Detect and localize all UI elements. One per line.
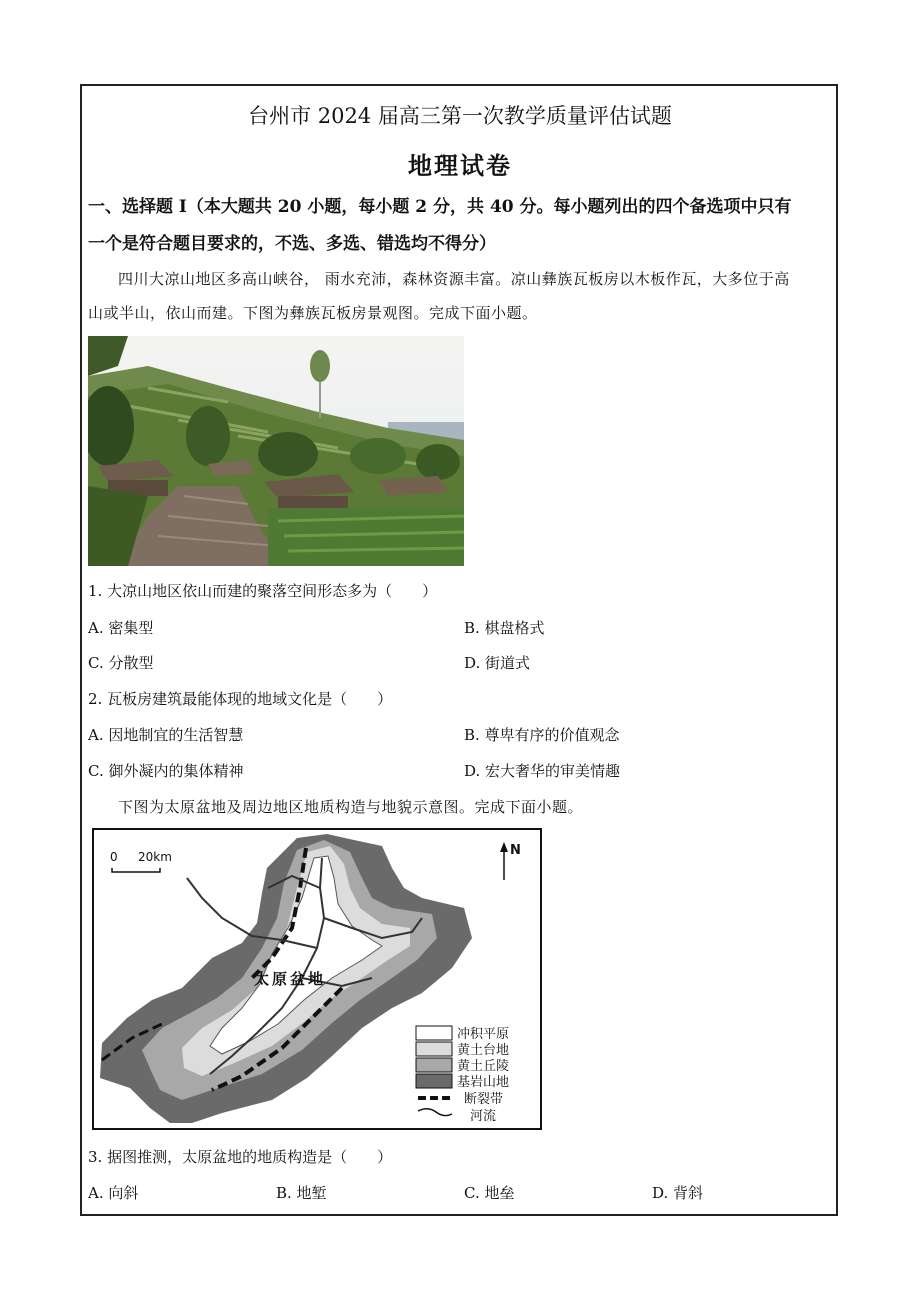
yi-house-landscape-photo xyxy=(88,336,464,566)
exam-subject: 地理试卷 xyxy=(408,151,512,180)
question-3-option-a[interactable]: A. 向斜 xyxy=(88,1184,139,1202)
section-heading-line1: 一、选择题 I（本大题共 20 小题，每小题 2 分，共 40 分。每小题列出的四个备选项中只有 xyxy=(88,197,792,217)
scale-zero: 0 xyxy=(110,850,118,864)
exam-title: 台州市 2024 届高三第一次教学质量评估试题 xyxy=(248,104,672,128)
question-3-option-b[interactable]: B. 地堑 xyxy=(276,1184,327,1202)
question-2-option-d[interactable]: D. 宏大奢华的审美情趣 xyxy=(464,762,621,780)
question-1-option-a[interactable]: A. 密集型 xyxy=(88,619,154,637)
question-3-stem: 3. 据图推测，太原盆地的地质构造是（ ） xyxy=(88,1148,393,1166)
question-2-option-a[interactable]: A. 因地制宜的生活智慧 xyxy=(88,726,244,744)
question-3-option-d[interactable]: D. 背斜 xyxy=(652,1184,704,1202)
taiyuan-basin-map xyxy=(92,828,542,1130)
question-1-option-c[interactable]: C. 分散型 xyxy=(88,654,154,672)
question-2-option-c[interactable]: C. 御外凝内的集体精神 xyxy=(88,762,244,780)
legend-swatch-terrace xyxy=(416,1042,452,1056)
legend-swatch-bedrock xyxy=(416,1074,452,1088)
passage1-line2: 山或半山，依山而建。下图为彝族瓦板房景观图。完成下面小题。 xyxy=(88,304,538,322)
basin-label: 太原盆地 xyxy=(254,970,327,988)
legend-label-bedrock: 基岩山地 xyxy=(457,1075,510,1090)
north-label: N xyxy=(510,843,521,858)
passage1-line1: 四川大凉山地区多高山峡谷， 雨水充沛，森林资源丰富。凉山彝族瓦板房以木板作瓦，大多位于高 xyxy=(118,270,790,288)
section-heading-line2: 一个是符合题目要求的，不选、多选、错选均不得分） xyxy=(88,234,496,254)
legend-label-fault: 断裂带 xyxy=(464,1092,504,1107)
question-1-option-d[interactable]: D. 街道式 xyxy=(464,654,531,672)
legend-label-terrace: 黄土台地 xyxy=(457,1043,510,1058)
question-1-option-b[interactable]: B. 棋盘格式 xyxy=(464,619,545,637)
legend-label-river: 河流 xyxy=(470,1109,497,1124)
legend-swatch-hills xyxy=(416,1058,452,1072)
question-2-stem: 2. 瓦板房建筑最能体现的地域文化是（ ） xyxy=(88,690,393,708)
question-2-option-b[interactable]: B. 尊卑有序的价值观念 xyxy=(464,726,620,744)
legend-swatch-plain xyxy=(416,1026,452,1040)
scale-label: 20km xyxy=(138,850,172,864)
passage2-line1: 下图为太原盆地及周边地区地质构造与地貌示意图。完成下面小题。 xyxy=(118,798,584,816)
legend-label-plain: 冲积平原 xyxy=(457,1027,510,1042)
legend-label-hills: 黄土丘陵 xyxy=(457,1059,510,1074)
question-3-option-c[interactable]: C. 地垒 xyxy=(464,1184,515,1202)
question-1-stem: 1. 大凉山地区依山而建的聚落空间形态多为（ ） xyxy=(88,582,438,600)
